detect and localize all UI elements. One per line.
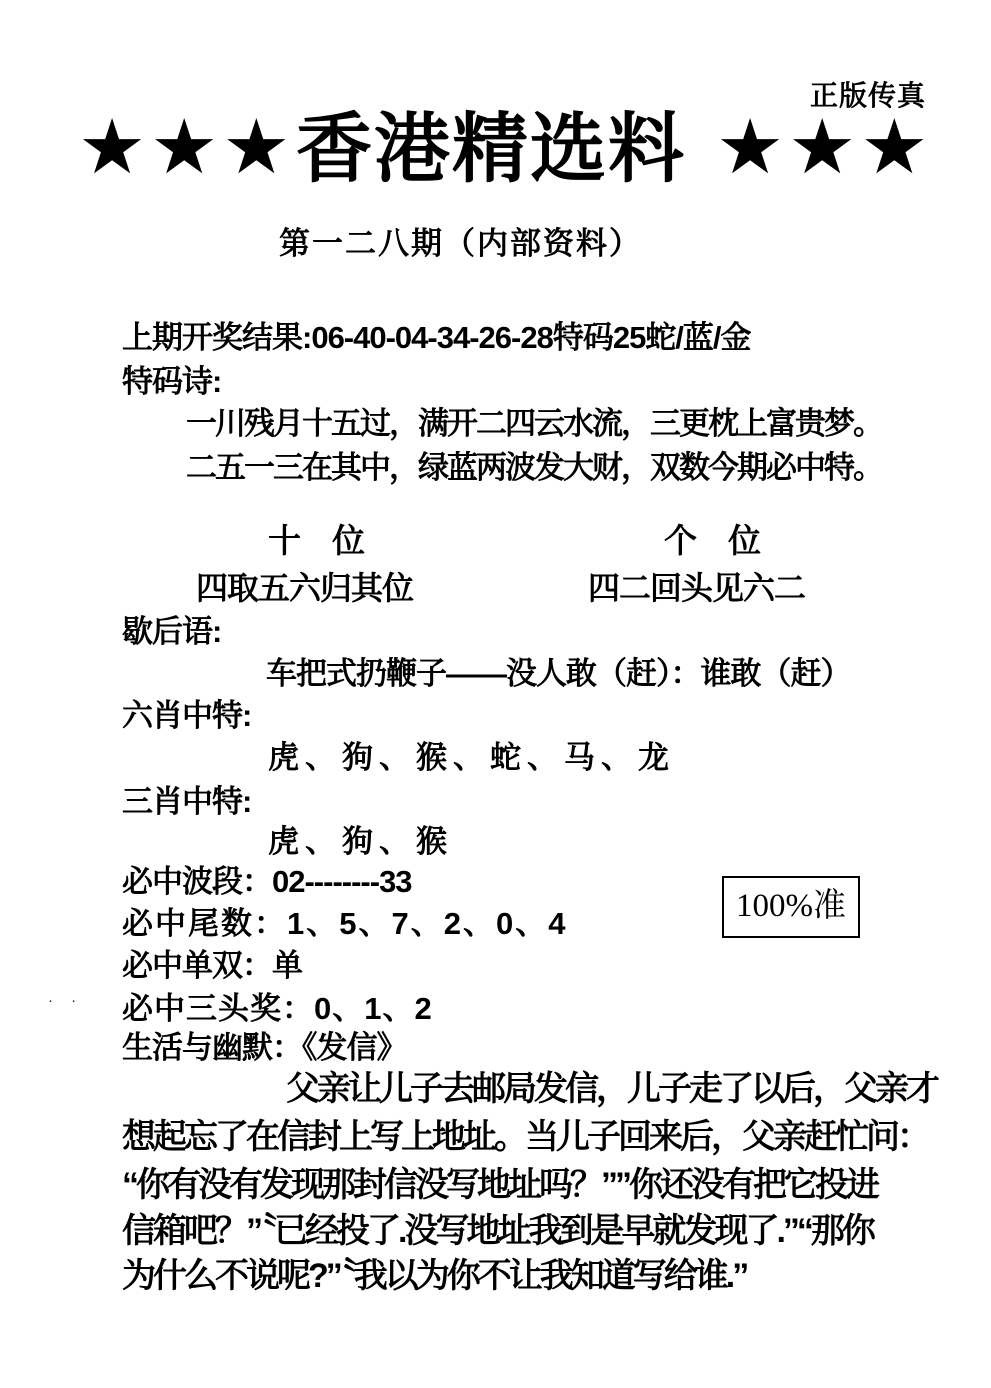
six-zodiac-value: 虎、狗、猴、蛇、马、龙 (268, 740, 675, 775)
must-hit-tails: 必中尾数：1、5、7、2、0、4 (122, 906, 568, 941)
last-draw-result: 上期开奖结果:06-40-04-34-26-28特码25蛇/蓝/金 (122, 320, 751, 355)
page-title: 香港精选料 (296, 107, 686, 192)
story-line: 信箱吧？”〝已经投了.没写地址我到是早就发现了.”“那你 (122, 1212, 873, 1250)
scan-artifact-dots: · · (48, 992, 84, 1009)
xiehouyu-text: 车把式扔鞭子——没人敢（赶）：谁敢（赶） (266, 656, 851, 691)
special-poem-line-1: 一川残月十五过，满开二四云水流，三更枕上富贵梦。 (186, 406, 882, 441)
xiehouyu-label: 歇后语: (122, 614, 222, 649)
stars-left-icon: ★★★ (78, 105, 295, 190)
story-line: 为什么不说呢?”〝我以为你不让我知道写给谁.” (122, 1257, 747, 1295)
story-line: 想起忘了在信封上写上地址。当儿子回来后，父亲赶忙问： (122, 1118, 928, 1156)
ones-place-hint: 四二回头见六二 (588, 570, 806, 606)
stars-right-icon: ★★★ (716, 105, 933, 190)
six-zodiac-label: 六肖中特: (122, 698, 252, 733)
three-zodiac-value: 虎、狗、猴 (268, 824, 453, 859)
tens-place-header: 十 位 (268, 522, 364, 559)
must-hit-band: 必中波段：02--------33 (122, 864, 412, 899)
ones-place-header: 个 位 (664, 522, 760, 559)
special-poem-label: 特码诗: (122, 364, 222, 399)
story-line: 父亲让儿子去邮局发信，儿子走了以后，父亲才 (286, 1070, 937, 1108)
humor-title: 生活与幽默：《发信》 (122, 1030, 407, 1065)
must-hit-odd-even: 必中单双：单 (122, 948, 302, 983)
issue-subtitle: 第一二八期（内部资料） (279, 226, 642, 261)
story-line: “你有没有发现那封信没写地址吗？””你还没有把它投进 (122, 1166, 877, 1204)
special-poem-line-2: 二五一三在其中，绿蓝两波发大财，双数今期必中特。 (186, 450, 882, 485)
watermark-label: 正版传真 (810, 80, 927, 111)
must-hit-heads: 必中三头奖：0、1、2 (122, 991, 433, 1026)
tens-place-hint: 四取五六归其位 (196, 570, 414, 606)
three-zodiac-label: 三肖中特: (122, 784, 252, 819)
accuracy-badge: 100%准 (722, 876, 860, 938)
